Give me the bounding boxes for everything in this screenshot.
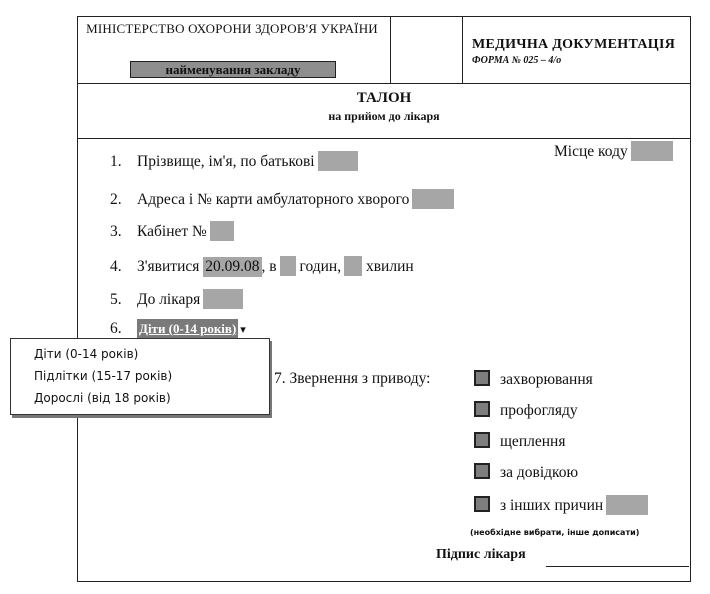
reason-option-label: з інших причин [500,497,604,514]
reason-option-label: за довідкою [500,464,579,481]
field-number: 3. [110,223,122,240]
field-number: 2. [110,191,122,208]
dropdown-option-children[interactable]: Діти (0-14 років) [34,347,139,361]
talon-subtitle: на прийом до лікаря [328,109,440,123]
field-number: 6. [110,320,122,337]
checkbox[interactable] [474,432,490,448]
field-address [110,189,454,209]
hours-label: годин, [299,258,342,275]
code-field[interactable] [631,141,673,161]
checkbox[interactable] [474,370,490,386]
minutes-label: хвилин [365,258,414,275]
reason-option-label: захворювання [500,371,593,388]
reason-option-label: щеплення [500,433,566,450]
appointment-label: З'явитися [137,258,200,275]
cabinet-label: Кабінет № [137,223,207,240]
med-doc-title: МЕДИЧНА ДОКУМЕНТАЦІЯ [472,37,676,52]
field-reason [274,370,430,388]
code-place-label: Місце коду [554,143,628,160]
field-number: 7. [274,370,286,387]
dropdown-option-teens[interactable]: Підлітки (15-17 років) [34,369,173,383]
field-doctor [110,289,243,309]
appointment-sep: , в [261,258,277,275]
signature-label: Підпис лікаря [436,547,526,562]
field-age-group [110,319,246,338]
reason-option-other[interactable] [474,495,648,515]
doctor-label: До лікаря [137,291,201,308]
hours-input[interactable] [280,256,296,276]
other-reason-input[interactable] [606,495,648,515]
age-group-dropdown [10,338,270,415]
checkbox[interactable] [474,496,490,512]
address-label: Адреса і № карти амбулаторного хворого [137,191,410,208]
full-name-label: Прізвище, ім'я, по батькові [137,153,315,170]
minutes-input[interactable] [344,256,362,276]
checkbox[interactable] [474,401,490,417]
field-number: 4. [110,258,122,275]
reason-option-label: профогляду [500,402,578,419]
reason-option-vaccination[interactable] [474,432,565,451]
dropdown-option-adults[interactable]: Дорослі (від 18 років) [34,391,171,405]
address-input[interactable] [412,189,454,209]
reason-option-checkup[interactable] [474,401,578,420]
cabinet-input[interactable] [210,221,234,241]
institution-name-field[interactable]: найменування закладу [130,61,336,78]
field-number: 5. [110,291,122,308]
signature-line[interactable] [546,566,689,567]
field-number: 1. [110,153,122,170]
selection-note: (необхідне вибрати, інше дописати) [470,528,640,537]
age-group-select[interactable]: Діти (0-14 років) [139,321,237,336]
ministry-title: МІНІСТЕРСТВО ОХОРОНИ ЗДОРОВ'Я УКРАЇНИ [86,21,378,36]
full-name-input[interactable] [318,151,358,171]
checkbox[interactable] [474,463,490,479]
doctor-input[interactable] [203,289,243,309]
reason-label: Звернення з приводу: [289,370,431,387]
code-place [554,141,673,161]
field-full-name [110,151,358,171]
field-appointment [110,256,414,277]
talon-title: ТАЛОН [356,90,412,106]
blank-cell [390,16,463,84]
appointment-date-input[interactable]: 20.09.08 [205,258,260,275]
dropdown-arrow-icon[interactable]: ▾ [240,324,246,336]
reason-option-illness[interactable] [474,370,593,389]
reason-option-certificate[interactable] [474,463,578,482]
form-number: ФОРМА № 025 – 4/о [472,55,562,66]
field-cabinet [110,221,234,241]
